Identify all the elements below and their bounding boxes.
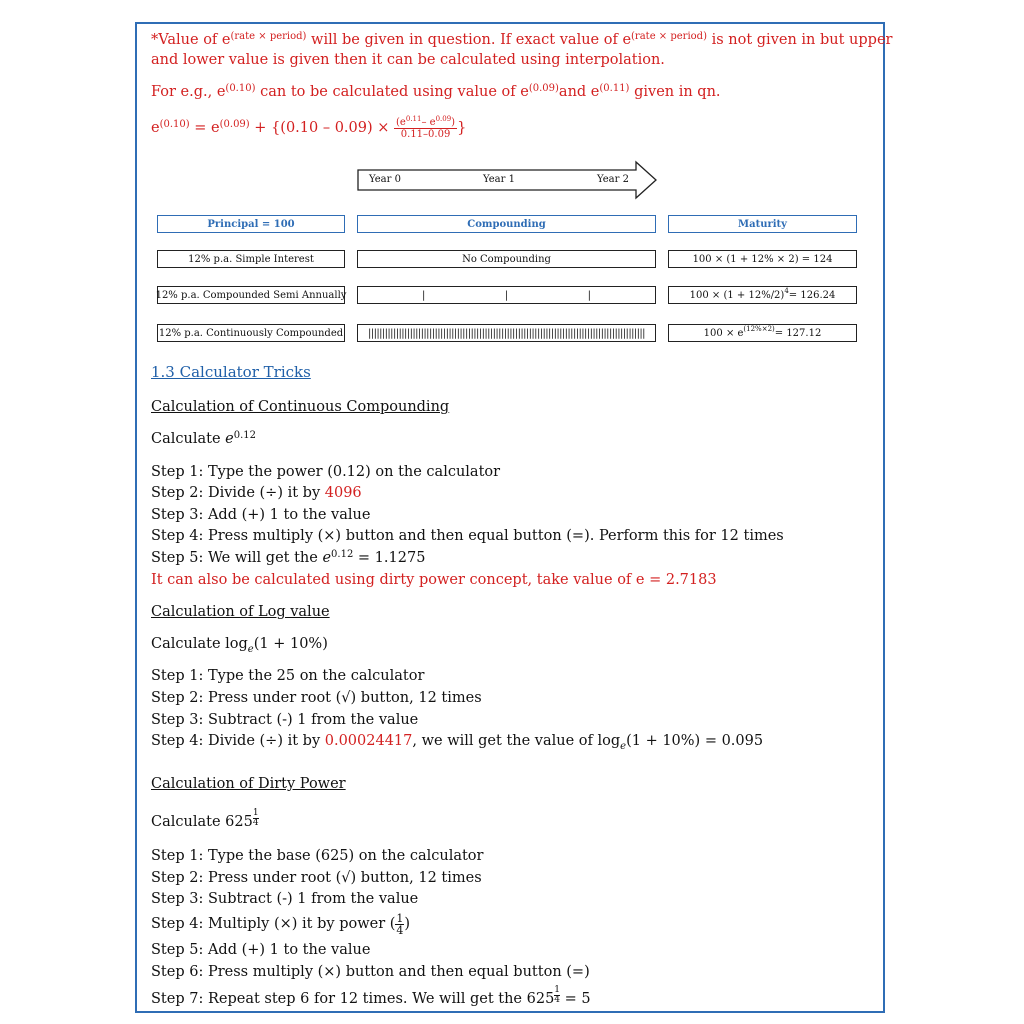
interpolation-note-line2: and lower value is given then it can be calculated using interpolation. [151, 52, 665, 68]
timeline-year-2: Year 2 [597, 174, 629, 185]
dirty-step-2: Step 2: Press under root (√) button, 12 times [151, 870, 482, 886]
header-principal: Principal = 100 [157, 215, 345, 233]
log-step-3: Step 3: Subtract (-) 1 from the value [151, 712, 419, 728]
continuous-step-4: Step 4: Press multiply (×) button and then equal button (=). Perform this for 12 times [151, 528, 784, 544]
continuous-step-2: Step 2: Divide (÷) it by 4096 [151, 485, 362, 501]
continuous-dirty-power-note: It can also be calculated using dirty power concept, take value of e = 2.7183 [151, 572, 717, 588]
continuous-calculate: Calculate $e^{0.12}$ [151, 430, 256, 447]
row-semi-annual-maturity: 100 × (1 + 12%/2) $^4$ = 126.24 [668, 286, 857, 304]
dirty-step-3: Step 3: Subtract (-) 1 from the value [151, 891, 419, 907]
timeline-year-1: Year 1 [483, 174, 515, 185]
interpolation-formula: $e^{(0.10)} = e^{(0.09)} + \{(0.10 - 0.09)$ × $\frac{(e^{0.11}- e^{0.09})}{0.11-0.09}$ } [151, 114, 467, 140]
dirty-step-6: Step 6: Press multiply (×) button and then equal button (=) [151, 964, 590, 980]
dirty-calculate: Calculate 625 $\frac{1}{4}$ [151, 808, 259, 830]
row-continuous-compounding: |||||||||||||||||||||||||||||||||||||||||||||||||||||||||||||||||||||||||||||||||||||||||||||||||||| [357, 324, 656, 342]
interpolation-fraction: $\frac{(e^{0.11}- e^{0.09})}{0.11-0.09}$ [396, 114, 456, 140]
log-heading: Calculation of Log value [151, 604, 330, 620]
dirty-step-5: Step 5: Add (+) 1 to the value [151, 942, 371, 958]
row-simple-interest-compounding: No Compounding [357, 250, 656, 268]
dirty-step-7: Step 7: Repeat step 6 for 12 times. We will get the 625 $\frac{1}{4} = 5$ [151, 985, 591, 1007]
dirty-step-4: Step 4: Multiply (×) it by power ( $\frac{1}{4}$) [151, 911, 411, 937]
row-simple-interest-label: 12% p.a. Simple Interest [157, 250, 345, 268]
dirty-step-1: Step 1: Type the base (625) on the calculator [151, 848, 484, 864]
dirty-heading: Calculation of Dirty Power [151, 776, 346, 792]
header-maturity: Maturity [668, 215, 857, 233]
timeline-year-0: Year 0 [369, 174, 401, 185]
interpolation-note-line1: *Value of $e^{(rate \times period)}$ will be given in question. If exact value of $e^{(rate \times period)}$ is not given in but upper [151, 31, 893, 48]
log-step-2: Step 2: Press under root (√) button, 12 times [151, 690, 482, 706]
row-semi-annual-label: 12% p.a. Compounded Semi Annually [157, 286, 345, 304]
continuous-heading: Calculation of Continuous Compounding [151, 399, 450, 415]
log-step-1: Step 1: Type the 25 on the calculator [151, 668, 425, 684]
exponent-fraction: $\frac{1}{4}$ [252, 808, 259, 828]
log-calculate: Calculate $\log_e(1 + 10\%)$ [151, 636, 328, 655]
row-semi-annual-compounding: | | | [357, 286, 656, 304]
log-step-4: Step 4: Divide (÷) it by 0.00024417, we will get the value of $\log_e(1 + 10\%) = 0.095$ [151, 733, 764, 752]
row-continuous-maturity: 100 × e $^{(12\%\times 2)}$ = 127.12 [668, 324, 857, 342]
result-exponent-fraction: $\frac{1}{4}$ [554, 985, 561, 1005]
row-continuous-label: 12% p.a. Continuously Compounded [157, 324, 345, 342]
interpolation-example: For e.g., $e^{(0.10)}$ can to be calculated using value of $e^{(0.09)}and$ $e^{(0.11)}$ given in qn. [151, 83, 721, 100]
header-compounding: Compounding [357, 215, 656, 233]
section-title: 1.3 Calculator Tricks [151, 363, 311, 381]
row-simple-interest-maturity: 100 × (1 + 12% × 2) = 124 [668, 250, 857, 268]
continuous-step-5: Step 5: We will get the $e^{0.12} = 1.1275$ [151, 549, 426, 566]
power-fraction: $\frac{1}{4}$ [396, 911, 404, 937]
continuous-step-3: Step 3: Add (+) 1 to the value [151, 507, 371, 523]
continuous-step-1: Step 1: Type the power (0.12) on the calculator [151, 464, 501, 480]
